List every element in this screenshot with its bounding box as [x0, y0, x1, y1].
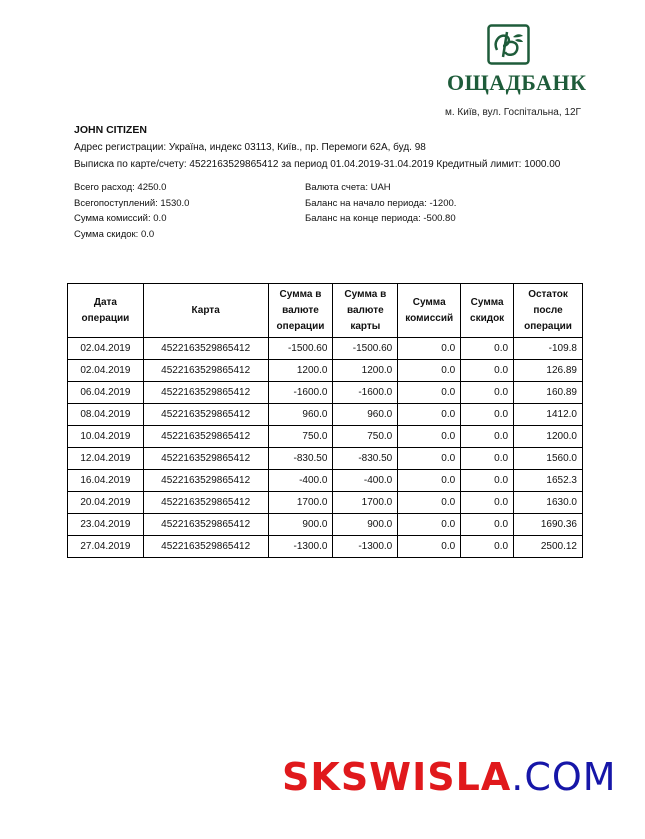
table-cell: 02.04.2019: [68, 338, 144, 360]
table-cell: 0.0: [398, 492, 461, 514]
table-cell: 0.0: [398, 470, 461, 492]
bank-logo-icon: [487, 24, 530, 65]
column-header-line: Остаток: [528, 288, 568, 300]
table-row: [68, 448, 583, 470]
opening-balance: Баланс на начало периода: -1200.: [305, 197, 457, 209]
watermark: [282, 755, 617, 799]
table-cell: 0.0: [461, 338, 514, 360]
table-cell: 1200.0: [268, 360, 333, 382]
column-header: [461, 284, 514, 338]
table-cell: 0.0: [398, 382, 461, 404]
table-cell: -1600.0: [268, 382, 333, 404]
table-cell: 4522163529865412: [143, 338, 268, 360]
column-header-line: после: [533, 304, 563, 316]
watermark-part1: SKSWISLA: [282, 755, 512, 799]
table-cell: 4522163529865412: [143, 360, 268, 382]
table-cell: 900.0: [333, 514, 398, 536]
column-header-line: Карта: [191, 304, 220, 316]
total-income: Всегопоступлений: 1530.0: [74, 197, 190, 209]
column-header-line: операции: [276, 320, 325, 332]
summary-right: [305, 180, 456, 227]
table-cell: 2500.12: [514, 536, 583, 558]
bank-name: ОЩАДБАНК: [447, 70, 587, 95]
table-cell: 1700.0: [268, 492, 333, 514]
table-cell: 27.04.2019: [68, 536, 144, 558]
table-cell: 10.04.2019: [68, 426, 144, 448]
table-cell: -1500.60: [268, 338, 333, 360]
table-cell: -1500.60: [333, 338, 398, 360]
table-cell: 0.0: [461, 492, 514, 514]
table-cell: 1200.0: [333, 360, 398, 382]
table-cell: 1412.0: [514, 404, 583, 426]
column-header: [143, 284, 268, 338]
table-cell: 900.0: [268, 514, 333, 536]
column-header-line: Сумма: [412, 296, 446, 308]
operations-table: [67, 283, 583, 558]
closing-balance: Баланс на конце периода: -500.80: [305, 213, 456, 224]
table-cell: 4522163529865412: [143, 536, 268, 558]
table-row: [68, 514, 583, 536]
column-header-line: валюте: [282, 304, 319, 316]
table-cell: 1700.0: [333, 492, 398, 514]
total-commission: Сумма комиссий: 0.0: [74, 213, 167, 224]
column-header: [333, 284, 398, 338]
table-cell: -1300.0: [268, 536, 333, 558]
client-name: JOHN CITIZEN: [74, 124, 147, 136]
table-cell: 4522163529865412: [143, 492, 268, 514]
table-cell: -1300.0: [333, 536, 398, 558]
table-cell: -109.8: [514, 338, 583, 360]
column-header-line: Дата: [93, 296, 117, 308]
column-header-line: операции: [81, 312, 130, 324]
table-cell: 20.04.2019: [68, 492, 144, 514]
table-cell: 0.0: [461, 404, 514, 426]
table-cell: 4522163529865412: [143, 382, 268, 404]
table-cell: 126.89: [514, 360, 583, 382]
table-cell: 0.0: [398, 404, 461, 426]
table-row: [68, 470, 583, 492]
table-cell: 1200.0: [514, 426, 583, 448]
table-cell: 960.0: [268, 404, 333, 426]
column-header-line: операции: [524, 320, 572, 332]
table-cell: -830.50: [268, 448, 333, 470]
table-cell: 1560.0: [514, 448, 583, 470]
account-currency: Валюта счета: UAH: [305, 182, 391, 193]
table-cell: 0.0: [461, 470, 514, 492]
column-header: [268, 284, 333, 338]
total-discount: Сумма скидок: 0.0: [74, 228, 155, 240]
watermark-part2: .COM: [511, 755, 617, 799]
column-header: [398, 284, 461, 338]
table-cell: 06.04.2019: [68, 382, 144, 404]
table-cell: 0.0: [398, 338, 461, 360]
table-row: [68, 338, 583, 360]
column-header: [514, 284, 583, 338]
table-row: [68, 382, 583, 404]
table-row: [68, 360, 583, 382]
table-cell: 4522163529865412: [143, 470, 268, 492]
table-cell: 23.04.2019: [68, 514, 144, 536]
column-header-line: скидок: [470, 312, 505, 324]
table-cell: 0.0: [398, 448, 461, 470]
table-cell: 16.04.2019: [68, 470, 144, 492]
table-cell: 1630.0: [514, 492, 583, 514]
table-cell: -400.0: [268, 470, 333, 492]
table-cell: 4522163529865412: [143, 404, 268, 426]
table-cell: 750.0: [268, 426, 333, 448]
client-info: [74, 122, 560, 173]
total-expense: Всего расход: 4250.0: [74, 182, 167, 193]
column-header-line: Сумма в: [344, 288, 387, 300]
table-header-row: [68, 284, 583, 338]
table-cell: 0.0: [398, 514, 461, 536]
table-cell: -1600.0: [333, 382, 398, 404]
column-header-line: карты: [350, 320, 381, 332]
bank-address: м. Київ, вул. Госпітальна, 12Г: [445, 107, 581, 118]
table-cell: 4522163529865412: [143, 448, 268, 470]
table-cell: 0.0: [461, 360, 514, 382]
table-row: [68, 426, 583, 448]
table-cell: 0.0: [461, 426, 514, 448]
table-cell: 4522163529865412: [143, 426, 268, 448]
table-cell: 0.0: [461, 448, 514, 470]
table-cell: -830.50: [333, 448, 398, 470]
table-cell: 0.0: [398, 426, 461, 448]
table-cell: -400.0: [333, 470, 398, 492]
table-cell: 0.0: [461, 536, 514, 558]
table-cell: 160.89: [514, 382, 583, 404]
column-header-line: Сумма в: [279, 288, 322, 300]
table-cell: 0.0: [461, 514, 514, 536]
table-cell: 0.0: [398, 536, 461, 558]
summary-left: [74, 180, 189, 242]
table-cell: 0.0: [461, 382, 514, 404]
registration-address: Адрес регистрации: Україна, индекс 03113, Київ., пр. Перемоги 62А, буд. 98: [74, 142, 426, 153]
table-row: [68, 404, 583, 426]
table-row: [68, 536, 583, 558]
table-cell: 12.04.2019: [68, 448, 144, 470]
statement-line: Выписка по карте/счету: 4522163529865412 за период 01.04.2019-31.04.2019 Кредитный лимит: 1000.00: [74, 159, 561, 170]
table-cell: 750.0: [333, 426, 398, 448]
table-cell: 0.0: [398, 360, 461, 382]
table-cell: 08.04.2019: [68, 404, 144, 426]
table-cell: 960.0: [333, 404, 398, 426]
table-cell: 02.04.2019: [68, 360, 144, 382]
column-header: [68, 284, 144, 338]
column-header-line: Сумма: [470, 296, 504, 308]
table-cell: 4522163529865412: [143, 514, 268, 536]
column-header-line: валюте: [346, 304, 384, 316]
column-header-line: комиссий: [405, 312, 454, 324]
table-row: [68, 492, 583, 514]
table-cell: 1652.3: [514, 470, 583, 492]
table-cell: 1690.36: [514, 514, 583, 536]
